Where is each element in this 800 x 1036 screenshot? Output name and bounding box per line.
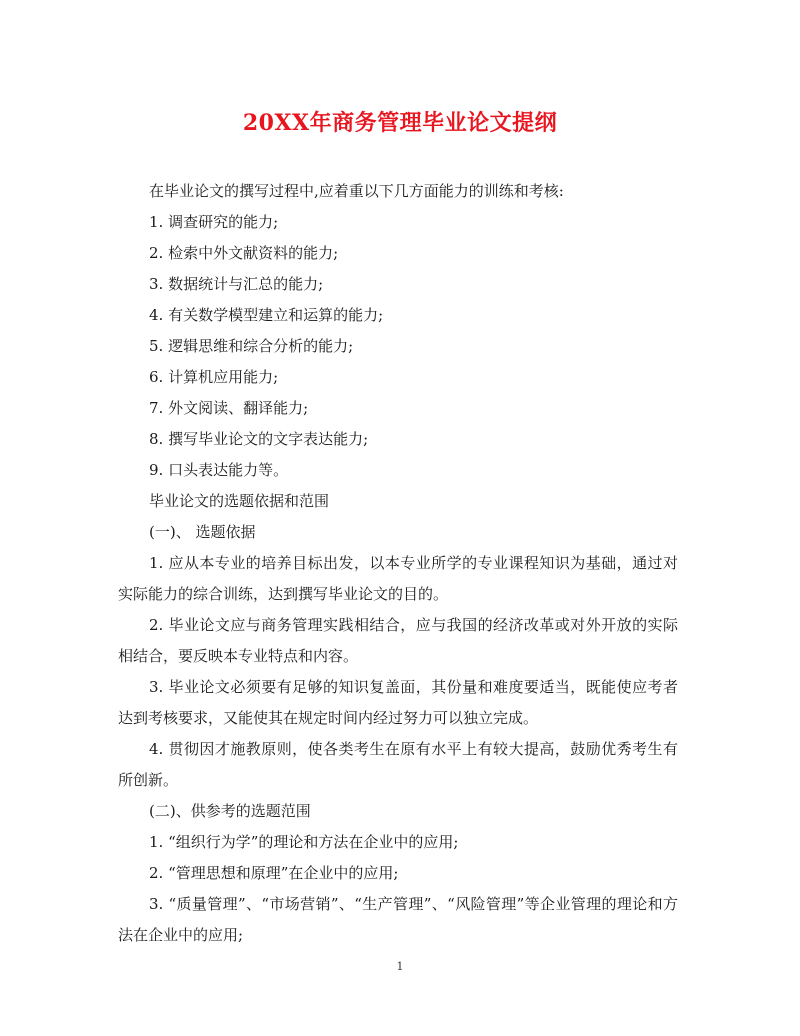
document-body — [118, 176, 678, 951]
subsection-heading-basis: (一)、 选题依据 — [149, 523, 256, 541]
list-item: 4. 有关数学模型建立和运算的能力; — [149, 306, 384, 324]
section-heading: 毕业论文的选题依据和范围 — [149, 492, 330, 510]
basis-paragraphs — [118, 548, 678, 796]
list-item: 1. “组织行为学”的理论和方法在企业中的应用; — [149, 833, 459, 851]
paragraph: 1. 应从本专业的培养目标出发，以本专业所学的专业课程知识为基础，通过对实际能力的综合训练，达到撰写毕业论文的目的。 — [118, 554, 678, 603]
paragraph: 4. 贯彻因才施教原则，使各类考生在原有水平上有较大提高，鼓励优秀考生有所创新。 — [118, 740, 678, 789]
abilities-list — [118, 207, 678, 486]
list-item: 5. 逻辑思维和综合分析的能力; — [149, 337, 354, 355]
subsection-heading-scope: (二)、供参考的选题范围 — [149, 802, 311, 820]
paragraph: 3. 毕业论文必须要有足够的知识复盖面，其份量和难度要适当，既能使应考者达到考核要求，又能使其在规定时间内经过努力可以独立完成。 — [118, 678, 678, 727]
list-item: 8. 撰写毕业论文的文字表达能力; — [149, 430, 369, 448]
paragraph: 2. 毕业论文应与商务管理实践相结合，应与我国的经济改革或对外开放的实际相结合，要反映本专业特点和内容。 — [118, 616, 678, 665]
list-item: 1. 调查研究的能力; — [149, 213, 279, 231]
list-item: 6. 计算机应用能力; — [149, 368, 279, 386]
page-number: 1 — [396, 960, 404, 973]
list-item: 3. 数据统计与汇总的能力; — [149, 275, 324, 293]
list-item: 3. “质量管理”、“市场营销”、“生产管理”、“风险管理”等企业管理的理论和方法在企业中的应用; — [118, 895, 678, 944]
list-item: 2. 检索中外文献资料的能力; — [149, 244, 339, 262]
list-item: 9. 口头表达能力等。 — [149, 461, 289, 479]
intro-text: 在毕业论文的撰写过程中,应着重以下几方面能力的训练和考核: — [149, 182, 564, 200]
document-title: 20XX年商务管理毕业论文提纲 — [242, 110, 558, 136]
list-item: 7. 外文阅读、翻译能力; — [149, 399, 309, 417]
scope-list — [118, 827, 678, 951]
list-item: 2. “管理思想和原理”在企业中的应用; — [149, 864, 399, 882]
